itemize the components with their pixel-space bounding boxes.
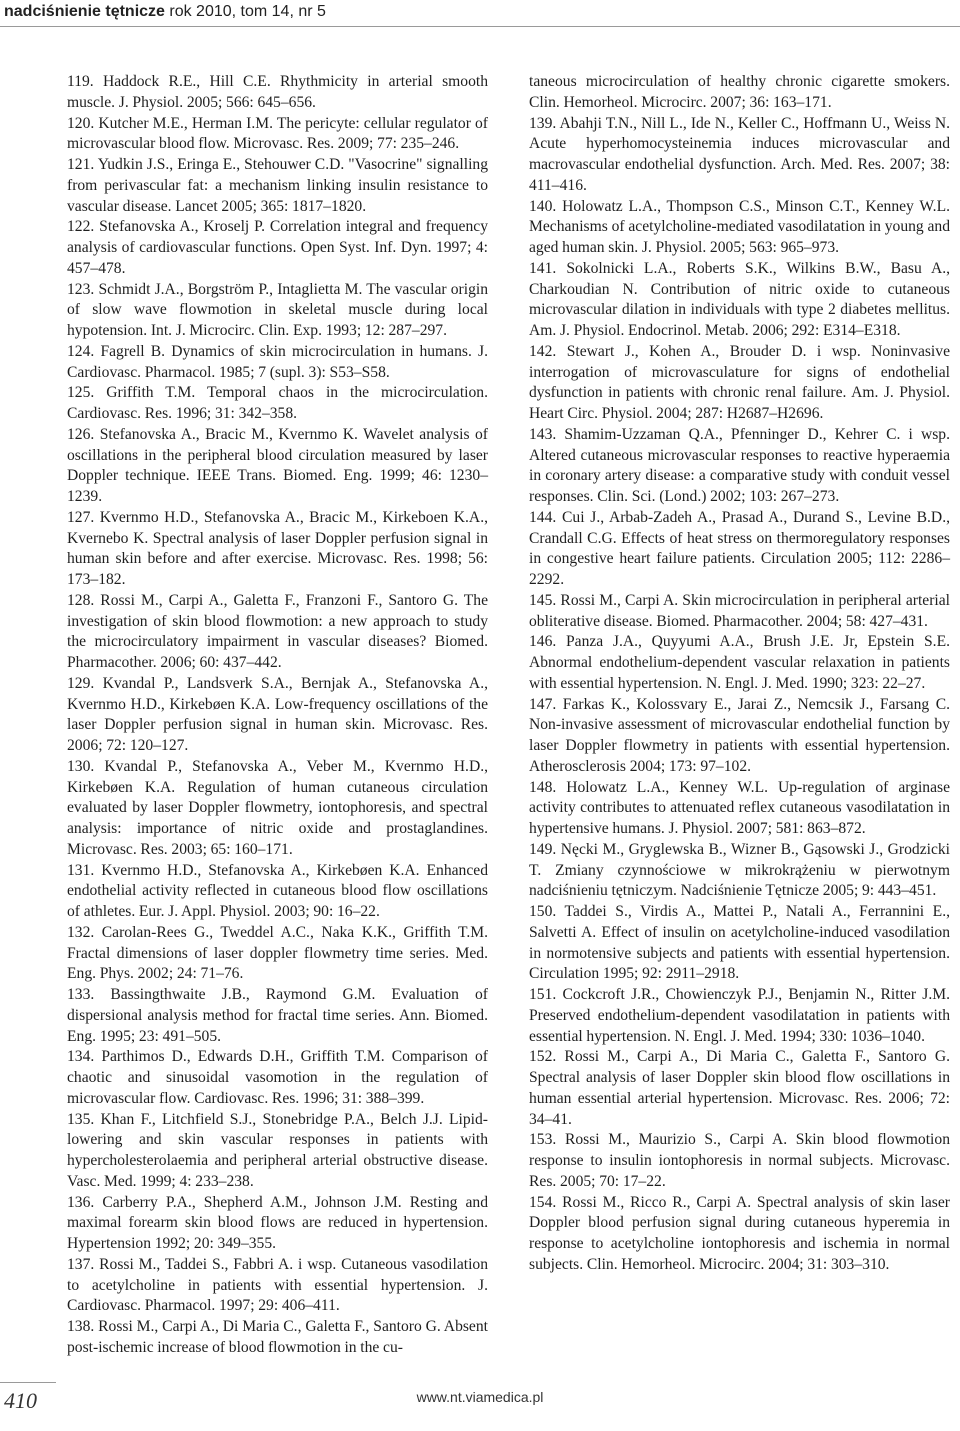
reference-item: 129. Kvandal P., Landsverk S.A., Bernjak A., Stefanovska A., Kvernmo H.D., Kirkebøen K.A. Low-frequency oscillations of the laser Doppler perfusion signal in human skin. Microvasc. Res. 2006; 72: 120–127. xyxy=(67,674,488,754)
reference-item: 138. Rossi M., Carpi A., Di Maria C., Galetta F., Santoro G. Absent post-ischemic increase of blood flowmotion in the cu- xyxy=(67,1318,488,1356)
reference-item: 123. Schmidt J.A., Borgström P., Intaglietta M. The vascular origin of slow wave flowmotion in skeletal muscle during local hypotension. Int. J. Microcirc. Clin. Exp. 1993; 12: 287–297. xyxy=(67,280,488,339)
reference-item: 140. Holowatz L.A., Thompson C.S., Minson C.T., Kenney W.L. Mechanisms of acetylcholine-mediated vasodilatation in young and aged human skin. J. Physiol. 2005; 563: 965–973. xyxy=(529,197,950,256)
reference-item: 151. Cockcroft J.R., Chowienczyk P.J., Benjamin N., Ritter J.M. Preserved endothelium-dependent vasodilatation in patients with essential hypertension. N. Engl. J. Med. 1994; 330: 1036–1040. xyxy=(529,986,950,1045)
reference-item: 119. Haddock R.E., Hill C.E. Rhythmicity in arterial smooth muscle. J. Physiol. 2005; 566: 645–656. xyxy=(67,73,488,111)
reference-item: 141. Sokolnicki L.A., Roberts S.K., Wilkins B.W., Basu A., Charkoudian N. Contribution of nitric oxide to cutaneous microvascular dilation in individuals with type 2 diabetes mellitus. Am. J. Physiol. Endocrinol. Metab. 2006; 292: E314–E318. xyxy=(529,259,950,339)
reference-item: 152. Rossi M., Carpi A., Di Maria C., Galetta F., Santoro G. Spectral analysis of laser Doppler skin blood flow oscillations in human essential arterial hypertension. Microvasc. Res. 2006; 72: 34–41. xyxy=(529,1048,950,1128)
reference-item: 131. Kvernmo H.D., Stefanovska A., Kirkebøen K.A. Enhanced endothelial activity reflected in cutaneous blood flow oscillations of athletes. Eur. J. Appl. Physiol. 2003; 90: 16–22. xyxy=(67,861,488,920)
reference-item: 135. Khan F., Litchfield S.J., Stonebridge P.A., Belch J.J. Lipid-lowering and skin vascular responses in patients with hypercholesterolaemia and peripheral arterial obstructive disease. Vasc. Med. 1999; 4: 233–238. xyxy=(67,1110,488,1190)
reference-item: 145. Rossi M., Carpi A. Skin microcirculation in peripheral arterial obliterative disease. Biomed. Pharmacother. 2004; 58: 427–431. xyxy=(529,591,950,630)
reference-item: 133. Bassingthwaite J.B., Raymond G.M. Evaluation of dispersional analysis method for fractal time series. Ann. Biomed. Eng. 1995; 23: 491–505. xyxy=(67,986,488,1045)
reference-item: 150. Taddei S., Virdis A., Mattei P., Natali A., Ferrannini E., Salvetti A. Effect of insulin on acetylcholine-induced vasodilation in normotensive subjects and patients with essential hypertension. Circulation 1995; 92: 2911–2918. xyxy=(529,903,950,983)
journal-header xyxy=(4,3,326,21)
references-column-left xyxy=(67,72,488,1359)
reference-item: 142. Stewart J., Kohen A., Brouder D. i wsp. Noninvasive interrogation of microvasculature for signs of endothelial dysfunction in patients with chronic renal failure. Am. J. Physiol. Heart Circ. Physiol. 2004; 287: H2687–H2696. xyxy=(529,342,950,422)
reference-item: 143. Shamim-Uzzaman Q.A., Pfenninger D., Kehrer C. i wsp. Altered cutaneous microvascular responses to reactive hyperaemia in coronary artery disease: a comparative study with conduit vessel responses. Clin. Sci. (Lond.) 2002; 103: 267–273. xyxy=(529,425,950,505)
reference-item: 132. Carolan-Rees G., Tweddel A.C., Naka K.K., Griffith T.M. Fractal dimensions of laser doppler flowmetry time series. Med. Eng. Phys. 2002; 24: 71–76. xyxy=(67,923,488,983)
page-number-rule xyxy=(0,1382,56,1383)
reference-item: 147. Farkas K., Kolossvary E., Jarai Z., Nemcsik J., Farsang C. Non-invasive assessment of microvascular endothelial function by laser Doppler flowmetry in patients with essential hypertension. Atherosclerosis 2004; 173: 97–102. xyxy=(529,695,950,775)
reference-item: 148. Holowatz L.A., Kenney W.L. Up-regulation of arginase activity contributes to attenuated reflex cutaneous vasodilatation in hypertensive humans. J. Physiol. 2007; 581: 863–872. xyxy=(529,778,950,837)
reference-item: 130. Kvandal P., Stefanovska A., Veber M., Kvernmo H.D., Kirkebøen K.A. Regulation of human cutaneous circulation evaluated by laser Doppler flowmetry, iontophoresis, and spectral analysis: importance of nitric oxide and prostaglandines. Microvasc. Res. 2003; 65: 160–171. xyxy=(67,757,488,858)
reference-item: 153. Rossi M., Maurizio S., Carpi A. Skin blood flowmotion response to insulin iontophoresis in normal subjects. Microvasc. Res. 2005; 70: 17–22. xyxy=(529,1131,950,1190)
reference-item: 146. Panza J.A., Quyyumi A.A., Brush J.E. Jr, Epstein S.E. Abnormal endothelium-dependent vascular relaxation in patients with essential hypertension. N. Engl. J. Med. 1990; 323: 22–27. xyxy=(529,633,950,692)
journal-url: www.nt.viamedica.pl xyxy=(416,1389,544,1405)
reference-item: 144. Cui J., Arbab-Zadeh A., Prasad A., Durand S., Levine B.D., Crandall C.G. Effects of heat stress on thermoregulatory responses in congestive heart failure patients. Circulation 2005; 112: 2286–2292. xyxy=(529,508,950,588)
reference-item: 154. Rossi M., Ricco R., Carpi A. Spectral analysis of skin laser Doppler blood perfusion signal during cutaneous hyperemia in response to acetylcholine iontophoresis and ischemia in normal subjects. Clin. Hemorheol. Microcirc. 2004; 31: 303–310. xyxy=(529,1193,950,1273)
reference-item: 137. Rossi M., Taddei S., Fabbri A. i wsp. Cutaneous vasodilation to acetylcholine in patients with essential hypertension. J. Cardiovasc. Pharmacol. 1997; 29: 406–411. xyxy=(67,1255,488,1315)
journal-issue: rok 2010, tom 14, nr 5 xyxy=(164,3,326,20)
running-header xyxy=(0,0,960,27)
reference-item: 122. Stefanovska A., Kroselj P. Correlation integral and frequency analysis of cardiovascular functions. Open Syst. Inf. Dyn. 1997; 4: 457–478. xyxy=(67,218,488,277)
reference-item: 124. Fagrell B. Dynamics of skin microcirculation in humans. J. Cardiovasc. Pharmacol. 1985; 7 (supl. 3): S53–S58. xyxy=(67,342,488,381)
reference-item: 120. Kutcher M.E., Herman I.M. The pericyte: cellular regulator of microvascular blood flow. Microvasc. Res. 2009; 77: 235–246. xyxy=(67,114,488,153)
references-column-right xyxy=(529,72,950,1276)
reference-item: 139. Abahji T.N., Nill L., Ide N., Keller C., Hoffmann U., Weiss N. Acute hyperhomocysteinemia induces microvascular and macrovascular endothelial dysfunction. Arch. Med. Res. 2007; 38: 411–416. xyxy=(529,114,950,194)
reference-item: 126. Stefanovska A., Bracic M., Kvernmo K. Wavelet analysis of oscillations in the peripheral blood circulation measured by laser Doppler technique. IEEE Trans. Biomed. Eng. 1999; 46: 1230–1239. xyxy=(67,425,488,505)
reference-item: 128. Rossi M., Carpi A., Galetta F., Franzoni F., Santoro G. The investigation of skin blood flowmotion: a new approach to study the microcirculatory impairment in vascular diseases? Biomed. Pharmacother. 2006; 60: 437–442. xyxy=(67,591,488,671)
reference-item: 149. Nęcki M., Gryglewska B., Wizner B., Gąsowski J., Grodzicki T. Zmiany czynnościowe w mikrokrążeniu w pierwotnym nadciśnieniu tętniczym. Nadciśnienie Tętnicze 2005; 9: 443–451. xyxy=(529,840,950,900)
reference-item: 125. Griffith T.M. Temporal chaos in the microcirculation. Cardiovasc. Res. 1996; 31: 342–358. xyxy=(67,384,488,422)
reference-item: 127. Kvernmo H.D., Stefanovska A., Bracic M., Kirkeboen K.A., Kvernebo K. Spectral analysis of laser Doppler perfusion signal in human skin before and after exercise. Microvasc. Res. 1998; 56: 173–182. xyxy=(67,508,488,588)
reference-item: 136. Carberry P.A., Shepherd A.M., Johnson J.M. Resting and maximal forearm skin blood flows are reduced in hypertension. Hypertension 1992; 20: 349–355. xyxy=(67,1193,488,1252)
reference-item: 121. Yudkin J.S., Eringa E., Stehouwer C.D. "Vasocrine" signalling from perivascular fat: a mechanism linking insulin resistance to vascular disease. Lancet 2005; 365: 1817–1820. xyxy=(67,156,488,215)
reference-item: taneous microcirculation of healthy chronic cigarette smokers. Clin. Hemorheol. Microcirc. 2007; 36: 163–171. xyxy=(529,73,950,111)
reference-item: 134. Parthimos D., Edwards D.H., Griffith T.M. Comparison of chaotic and sinusoidal vasomotion in the regulation of microvascular flow. Cardiovasc. Res. 1996; 31: 388–399. xyxy=(67,1048,488,1107)
page-number: 410 xyxy=(4,1388,37,1413)
journal-title: nadciśnienie tętnicze xyxy=(4,3,165,20)
